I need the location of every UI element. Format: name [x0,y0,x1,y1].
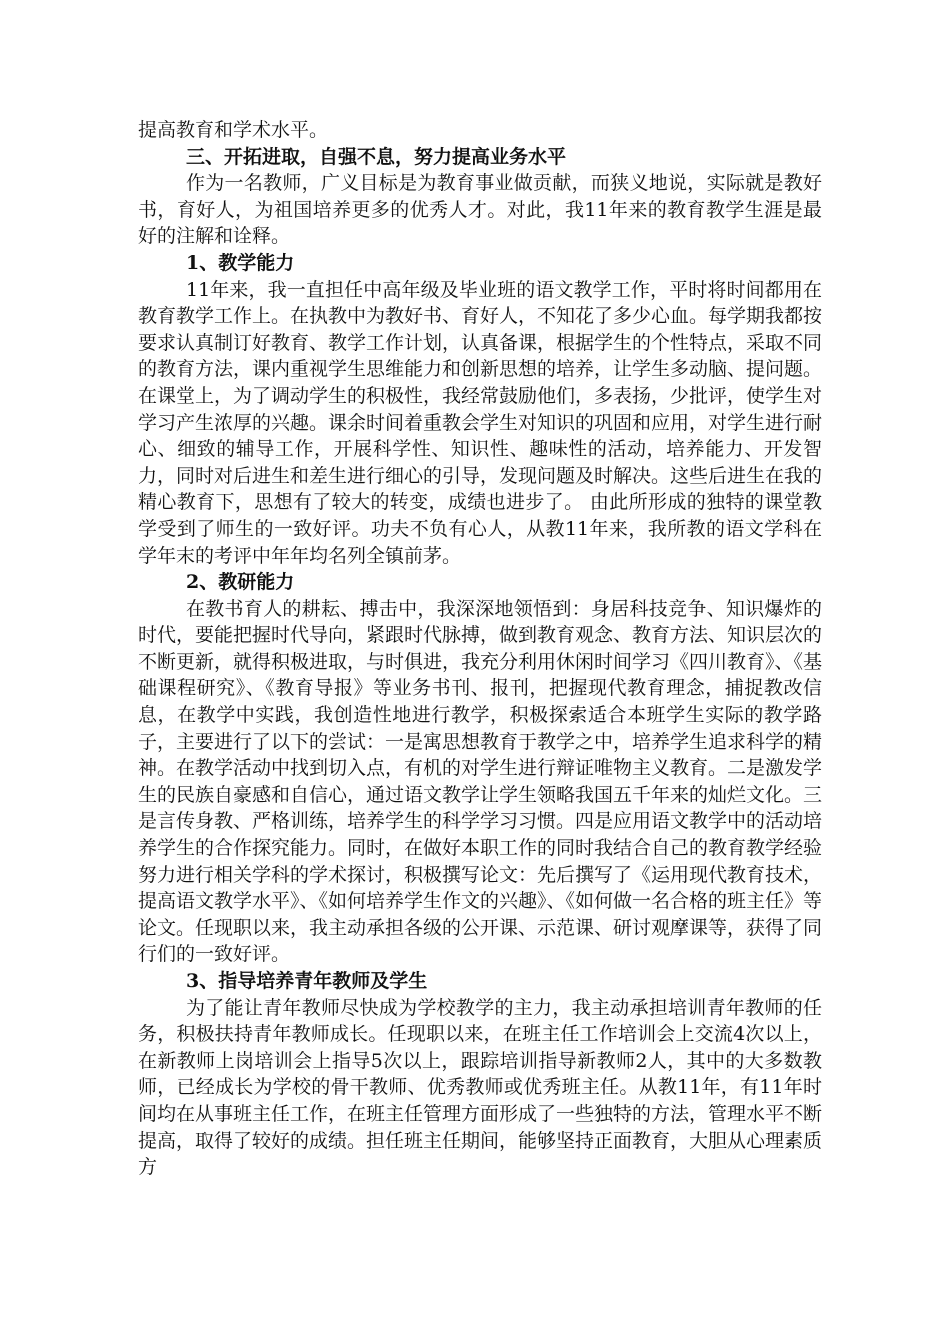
document-body [138,117,822,1181]
paragraph: 在教书育人的耕耘、搏击中，我深深地领悟到：身居科技竞争、知识爆炸的时代，要能把握时代导向，紧跟时代脉搏，做到教育观念、教育方法、知识层次的不断更新，就得积极进取，与时俱进，我充分利用休闲时间学习《四川教育》、《基础课程研究》、《教育导报》等业务书刊、报刊，把握现代教育理念，捕捉教改信息，在教学中实践，我创造性地进行教学，积极探索适合本班学生实际的教学路子，主要进行了以下的尝试：一是寓思想教育于教学之中，培养学生追求科学的精神。在教学活动中找到切入点，有机的对学生进行辩证唯物主义教育。二是激发学生的民族自豪感和自信心，通过语文教学让学生领略我国五千年来的灿烂文化。三是言传身教、严格训练，培养学生的科学学习习惯。四是应用语文教学中的活动培养学生的合作探究能力。同时，在做好本职工作的同时我结合自己的教育教学经验努力进行相关学科的学术探讨，积极撰写论文：先后撰写了《运用现代教育技术，提高语文教学水平》、《如何培养学生作文的兴趣》、《如何做一名合格的班主任》等论文。任现职以来，我主动承担各级的公开课、示范课、研讨观摩课等，获得了同行们的一致好评。 [138,597,823,966]
paragraph: 为了能让青年教师尽快成为学校教学的主力，我主动承担培训青年教师的任务，积极扶持青年教师成长。任现职以来，在班主任工作培训会上交流4次以上，在新教师上岗培训会上指导5次以上，跟踪培训指导新教师2人，其中的大多数教师，已经成长为学校的骨干教师、优秀教师或优秀班主任。从教11年，有11年时间均在从事班主任工作，在班主任管理方面形成了一些独特的方法，管理水平不断提高，取得了较好的成绩。担任班主任期间，能够坚持正面教育，大胆从心理素质方 [138,996,823,1179]
paragraph: 作为一名教师，广义目标是为教育事业做贡献，而狭义地说，实际就是教好书，育好人，为祖国培养更多的优秀人才。对此，我11年来的教育教学生涯是最好的注解和诠释。 [138,172,822,248]
subsection-heading: 1、教学能力 [186,251,295,274]
section-heading: 三、开拓进取，自强不息，努力提高业务水平 [186,145,567,168]
subsection-heading: 3、指导培养青年教师及学生 [186,970,428,992]
paragraph: 提高教育和学术水平。 [138,119,329,141]
paragraph: 11年来，我一直担任中高年级及毕业班的语文教学工作，平时将时间都用在教育教学工作上。在执教中为教好书、育好人，不知花了多少心血。每学期我都按要求认真制订好教育、教学工作计划，认真备课，根据学生的个性特点，采取不同的教育方法，课内重视学生思维能力和创新思想的培养，让学生多动脑、提问题。在课堂上，为了调动学生的积极性，我经常鼓励他们，多表扬，少批评，使学生对学习产生浓厚的兴趣。课余时间着重教会学生对知识的巩固和应用，对学生进行耐心、细致的辅导工作，开展科学性、知识性、趣味性的活动，培养能力、开发智力，同时对后进生和差生进行细心的引导，发现问题及时解决。这些后进生在我的精心教育下，思想有了较大的转变，成绩也进步了。 由此所形成的独特的课堂教学受到了师生的一致好评。功夫不负有心人，从教11年来，我所教的语文学科在学年末的考评中年年均名列全镇前茅。 [138,278,823,567]
subsection-heading: 2、教研能力 [186,571,295,594]
